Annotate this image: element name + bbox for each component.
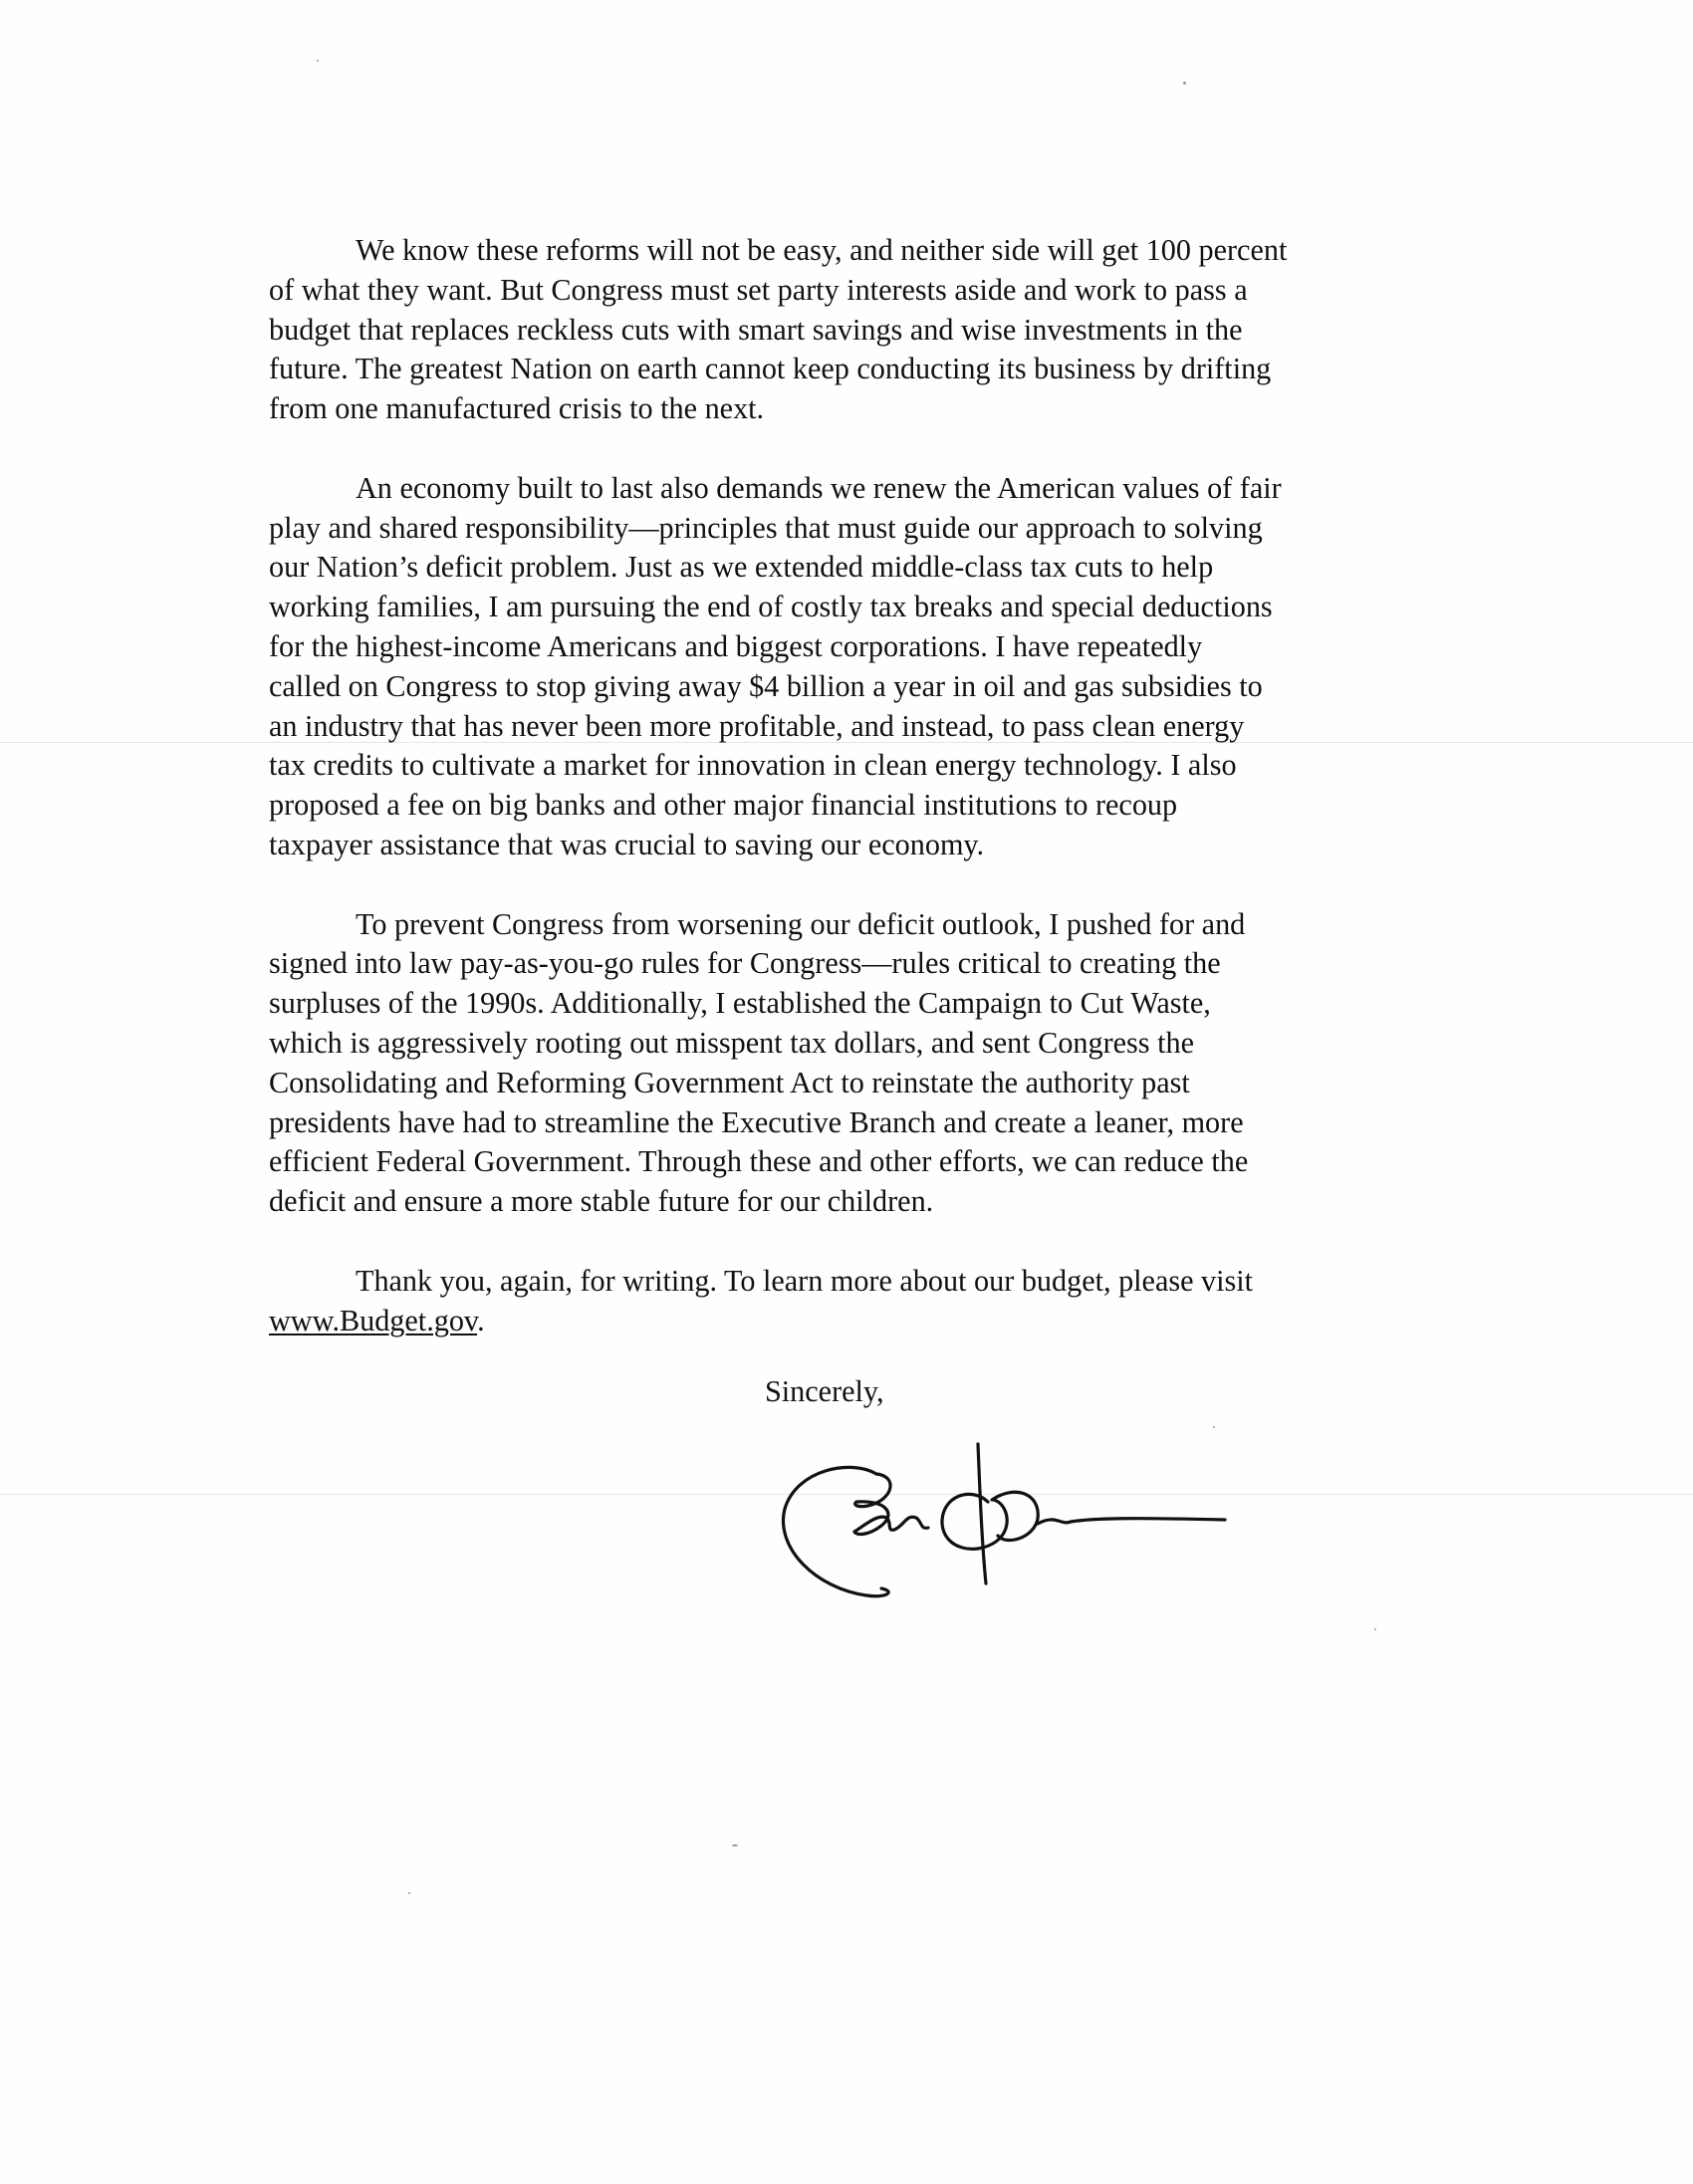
text-line: presidents have had to streamline the Executive Branch and create a leaner, more — [269, 1104, 1244, 1139]
text-line: surpluses of the 1990s. Additionally, I established the Campaign to Cut Waste, — [269, 986, 1211, 1021]
paper-speck — [317, 60, 319, 62]
letter-body — [269, 231, 1424, 1380]
text-line: play and shared responsibility—principles that must guide our approach to solving — [269, 510, 1263, 545]
paragraph-2 — [269, 469, 1424, 865]
text-line: an industry that has never been more profitable, and instead, to pass clean energy — [269, 708, 1245, 743]
budget-link[interactable]: www.Budget.gov — [269, 1303, 478, 1337]
text-line: of what they want. But Congress must set party interests aside and work to pass a — [269, 272, 1248, 307]
text-line: efficient Federal Government. Through these and other efforts, we can reduce the — [269, 1144, 1249, 1179]
text-line: called on Congress to stop giving away $4 billion a year in oil and gas subsidies to — [269, 668, 1263, 703]
text-line: signed into law pay-as-you-go rules for Congress—rules critical to creating the — [269, 946, 1221, 981]
text-line: our Nation’s deficit problem. Just as we extended middle-class tax cuts to help — [269, 550, 1214, 585]
text-line: To prevent Congress from worsening our deficit outlook, I pushed for and — [356, 906, 1246, 941]
text-line: Consolidating and Reforming Government Act to reinstate the authority past — [269, 1065, 1190, 1099]
text-line: tax credits to cultivate a market for innovation in clean energy technology. I also — [269, 748, 1237, 783]
link-period: . — [477, 1303, 485, 1337]
text-line: which is aggressively rooting out misspent tax dollars, and sent Congress the — [269, 1025, 1194, 1060]
text-line: taxpayer assistance that was crucial to saving our economy. — [269, 827, 985, 861]
paragraph-3 — [269, 905, 1424, 1222]
text-line: We know these reforms will not be easy, and neither side will get 100 percent — [356, 233, 1288, 267]
text-line: future. The greatest Nation on earth cannot keep conducting its business by drifting — [269, 352, 1272, 386]
text-line: proposed a fee on big banks and other major financial institutions to recoup — [269, 788, 1178, 823]
paragraph-1 — [269, 231, 1424, 429]
closing-salutation: Sincerely, — [765, 1374, 884, 1408]
text-line: budget that replaces reckless cuts with smart savings and wise investments in the — [269, 312, 1243, 347]
paper-speck — [1213, 1426, 1215, 1428]
text-line — [269, 1302, 1424, 1341]
signature — [757, 1414, 1255, 1613]
paper-speck — [408, 1892, 410, 1894]
paper-speck — [1183, 82, 1186, 85]
text-line: working families, I am pursuing the end of costly tax breaks and special deductions — [269, 590, 1273, 624]
text-line: An economy built to last also demands we renew the American values of fair — [356, 470, 1282, 505]
text-line: Thank you, again, for writing. To learn more about our budget, please visit — [356, 1263, 1254, 1298]
text-line: from one manufactured crisis to the next. — [269, 391, 765, 426]
text-line: deficit and ensure a more stable future for our children. — [269, 1184, 934, 1219]
paragraph-4 — [269, 1262, 1424, 1341]
text-line: for the highest-income Americans and biggest corporations. I have repeatedly — [269, 628, 1203, 663]
paper-speck — [1374, 1628, 1376, 1630]
paper-speck — [732, 1844, 738, 1846]
